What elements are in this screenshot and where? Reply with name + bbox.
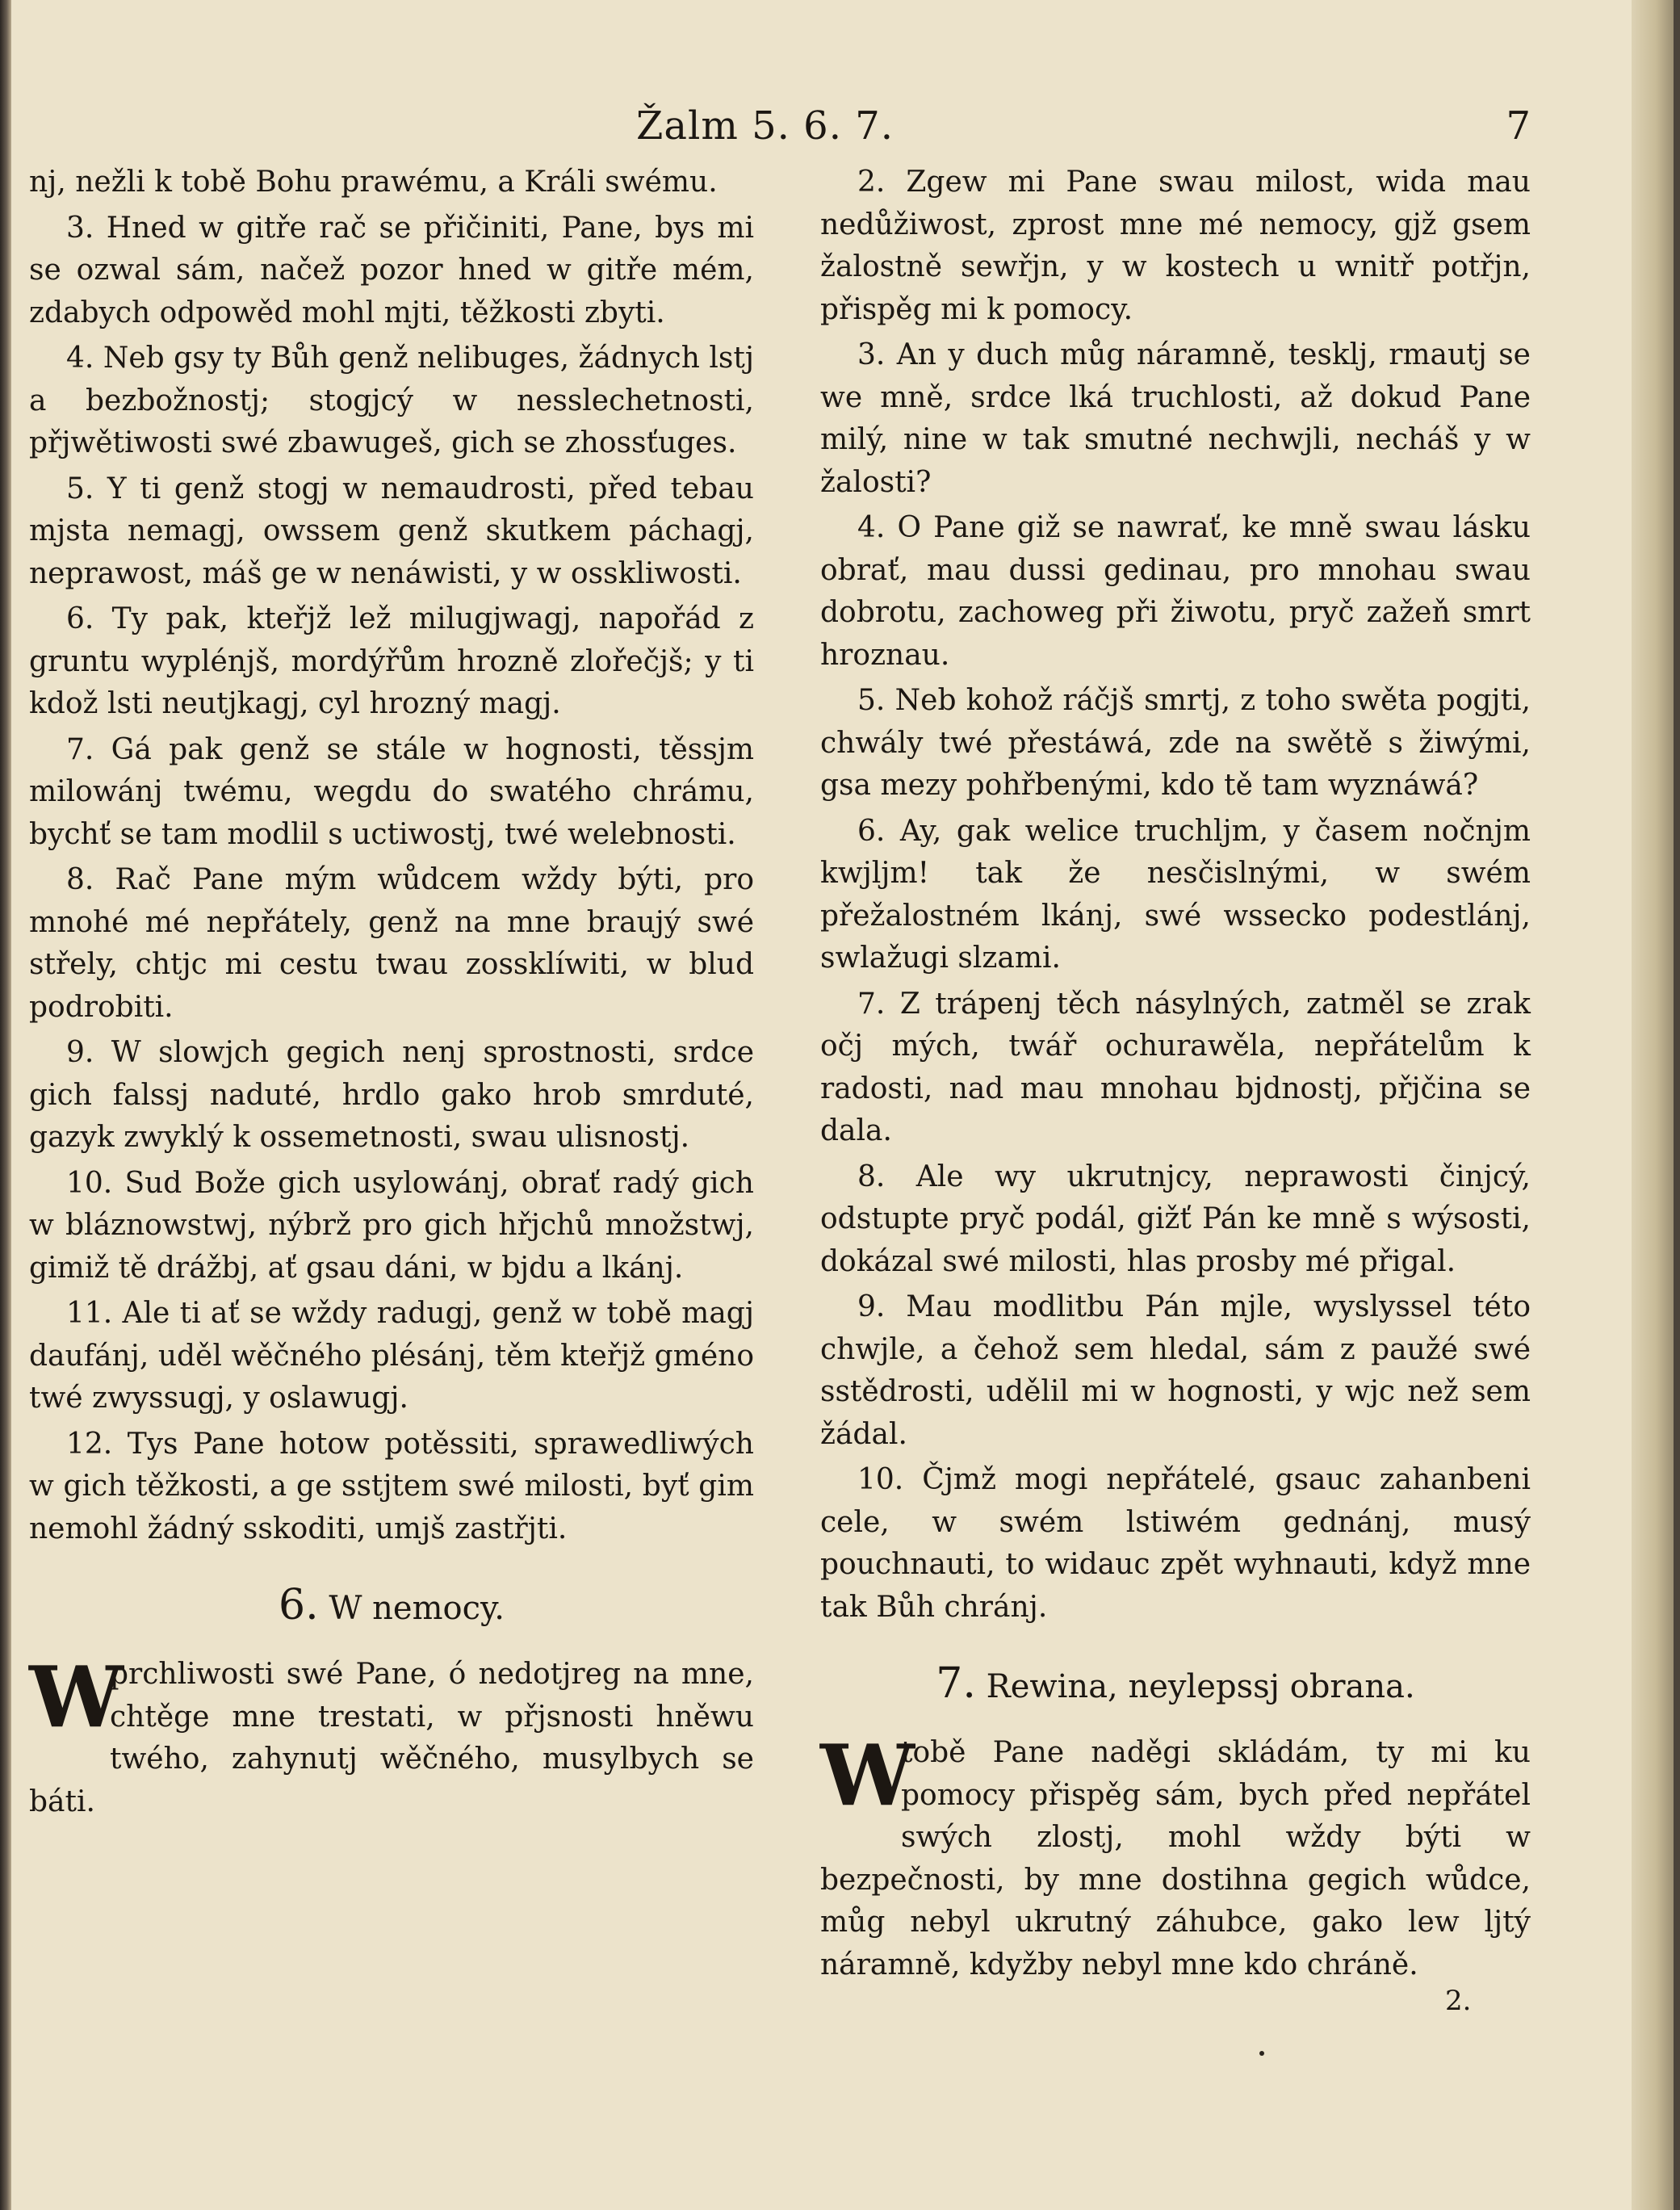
running-header <box>29 103 1531 152</box>
psalm-6-verse-1 <box>29 1647 754 1823</box>
verse-9: 9. W slowjch gegich nenj sprostnosti, srdce gich falssj naduté, hrdlo gako hrob smrduté, gazyk zwyklý k ossemetnosti, swau ulisnostj. <box>29 1036 754 1154</box>
catchword: 2. <box>1445 1985 1472 2017</box>
verse-8: 8. Rač Pane mým wůdcem wždy býti, pro mnohé mé nepřátely, genž na mne braujý swé střely, chtjc mi cestu twau zossklíwiti, w blud podrobiti. <box>29 863 754 1024</box>
verse-10: 10. Čjmž mogi nepřátelé, gsauc zahanbeni cele, w swém lstiwém gednánj, musý pouchnauti, to widauc zpět wyhnauti, když mne tak Bůh chránj. <box>820 1463 1531 1624</box>
verse-8: 8. Ale wy ukrutnjcy, neprawosti činjcý, odstupte pryč podál, gižť Pán ke mně s wýsosti, dokázal swé milosti, hlas prosby mé přigal. <box>820 1160 1531 1278</box>
psalm-7-heading <box>820 1659 1531 1711</box>
verse-3: 3. Hned w gitře rač se přičiniti, Pane, bys mi se ozwal sám, načež pozor hned w gitře mém, zdabych odpowěd mohl mjti, těžkosti zbyti. <box>29 211 754 329</box>
continuation-text: nj, nežli k tobě Bohu prawému, a Králi swému. <box>29 166 718 199</box>
psalm-6-number: 6. <box>278 1581 319 1629</box>
verse-9: 9. Mau modlitbu Pán mjle, wyslyssel této chwjle, a čehož sem hledal, sám z paužé swé sstědrosti, udělil mi w hognosti, y wjc než sem žádal. <box>820 1290 1531 1451</box>
verse-3: 3. An y duch můg náramně, tesklj, rmautj se we mně, srdce lká truchlosti, až dokud Pane milý, nine w tak smutné nechwjli, necháš y w žalosti? <box>820 338 1531 499</box>
verse-7: 7. Gá pak genž se stále w hognosti, těssjm milowánj twému, wegdu do swatého chrámu, bychť se tam modlil s uctiwostj, twé welebnosti. <box>29 732 754 851</box>
psalm-6-title: W nemocy. <box>329 1590 505 1627</box>
psalm-7-title: Rewina, neylepssj obrana. <box>986 1668 1415 1705</box>
psalm-7-number: 7. <box>936 1659 976 1708</box>
right-page-edge <box>1632 0 1680 2210</box>
psalm-7-dropcap: W <box>820 1726 915 1825</box>
left-column <box>29 161 754 1823</box>
page-number: 7 <box>1506 103 1531 149</box>
header-title: Žalm 5. 6. 7. <box>636 103 894 149</box>
psalm-7-verse-1 <box>820 1726 1531 1986</box>
ink-speck <box>1259 2051 1264 2056</box>
psalm-7-verse-1-text: tobě Pane naděgi skládám, ty mi ku pomocy přispěg sám, bych před nepřátel swých zlostj, mohl wždy býti w bezpečnosti, by mne dostihna gegich wůdce, můg nebyl ukrutný záhubce, gako lew ljtý náramně, kdyžby nebyl mne kdo chráně. <box>820 1736 1531 1981</box>
verse-11: 11. Ale ti ať se wždy radugj, genž w tobě magj daufánj, uděl wěčného plésánj, těm kteřjž gméno twé zwyssugj, y oslawugj. <box>29 1297 754 1415</box>
right-binding-shadow <box>1674 0 1680 2210</box>
verse-7: 7. Z trápenj těch násylných, zatměl se zrak očj mých, twář ochurawěla, nepřátelům k radosti, nad mau mnohau bjdnostj, přjčina se dala. <box>820 987 1531 1147</box>
verse-2: 2. Zgew mi Pane swau milost, wida mau nedůžiwost, zprost mne mé nemocy, gjž gsem žalostně sewřjn, y w kostech u wnitř potřjn, přispěg mi k pomocy. <box>820 166 1531 326</box>
left-page-edge <box>0 0 11 2210</box>
verse-6: 6. Ty pak, kteřjž lež milugjwagj, napořád z gruntu wyplénjš, mordýřům hrozně zlořečjš; y ti kdož lsti neutjkagj, cyl hrozný magj. <box>29 602 754 720</box>
verse-5: 5. Neb kohož ráčjš smrtj, z toho swěta pogjti, chwály twé přestáwá, zde na swětě s žiwými, gsa mezy pohřbenými, kdo tě tam wyznáwá? <box>820 684 1531 802</box>
verse-4: 4. Neb gsy ty Bůh genž nelibuges, žádnych lstj a bezbožnostj; stogjcý w nesslechetnosti, přjwětiwosti swé zbawugeš, gich se zhossťuges. <box>29 342 754 459</box>
right-column <box>820 161 1531 1986</box>
psalm-6-dropcap: W <box>29 1647 124 1747</box>
psalm-6-verse-1-text: prchliwosti swé Pane, ó nedotjreg na mne, chtěge mne trestati, w přjsnosti hněwu twého, zahynutj wěčného, musylbych se báti. <box>29 1658 754 1818</box>
verse-10: 10. Sud Bože gich usylowánj, obrať radý gich w bláznowstwj, nýbrž pro gich hřjchů množstwj, gimiž tě drážbj, ať gsau dáni, w bjdu a lkánj. <box>29 1166 754 1285</box>
verse-5: 5. Y ti genž stogj w nemaudrosti, před tebau mjsta nemagj, owssem genž skutkem páchagj, neprawost, máš ge w nenáwisti, y w osskliwosti. <box>29 472 754 590</box>
verse-6: 6. Ay, gak welice truchljm, y časem nočnjm kwjljm! tak že nesčislnými, w swém přežalostném lkánj, swé wssecko podestlánj, swlažugi slzami. <box>820 814 1531 975</box>
verse-12: 12. Tys Pane hotow potěssiti, sprawedliwých w gich těžkosti, a ge sstjtem swé milosti, byť gim nemohl žádný sskoditi, umjš zastřjti. <box>29 1427 754 1545</box>
psalm-6-heading <box>29 1581 754 1633</box>
verse-4: 4. O Pane giž se nawrať, ke mně swau lásku obrať, mau dussi gedinau, pro mnohau swau dobrotu, zachoweg při žiwotu, pryč zažeň smrt hroznau. <box>820 511 1531 672</box>
